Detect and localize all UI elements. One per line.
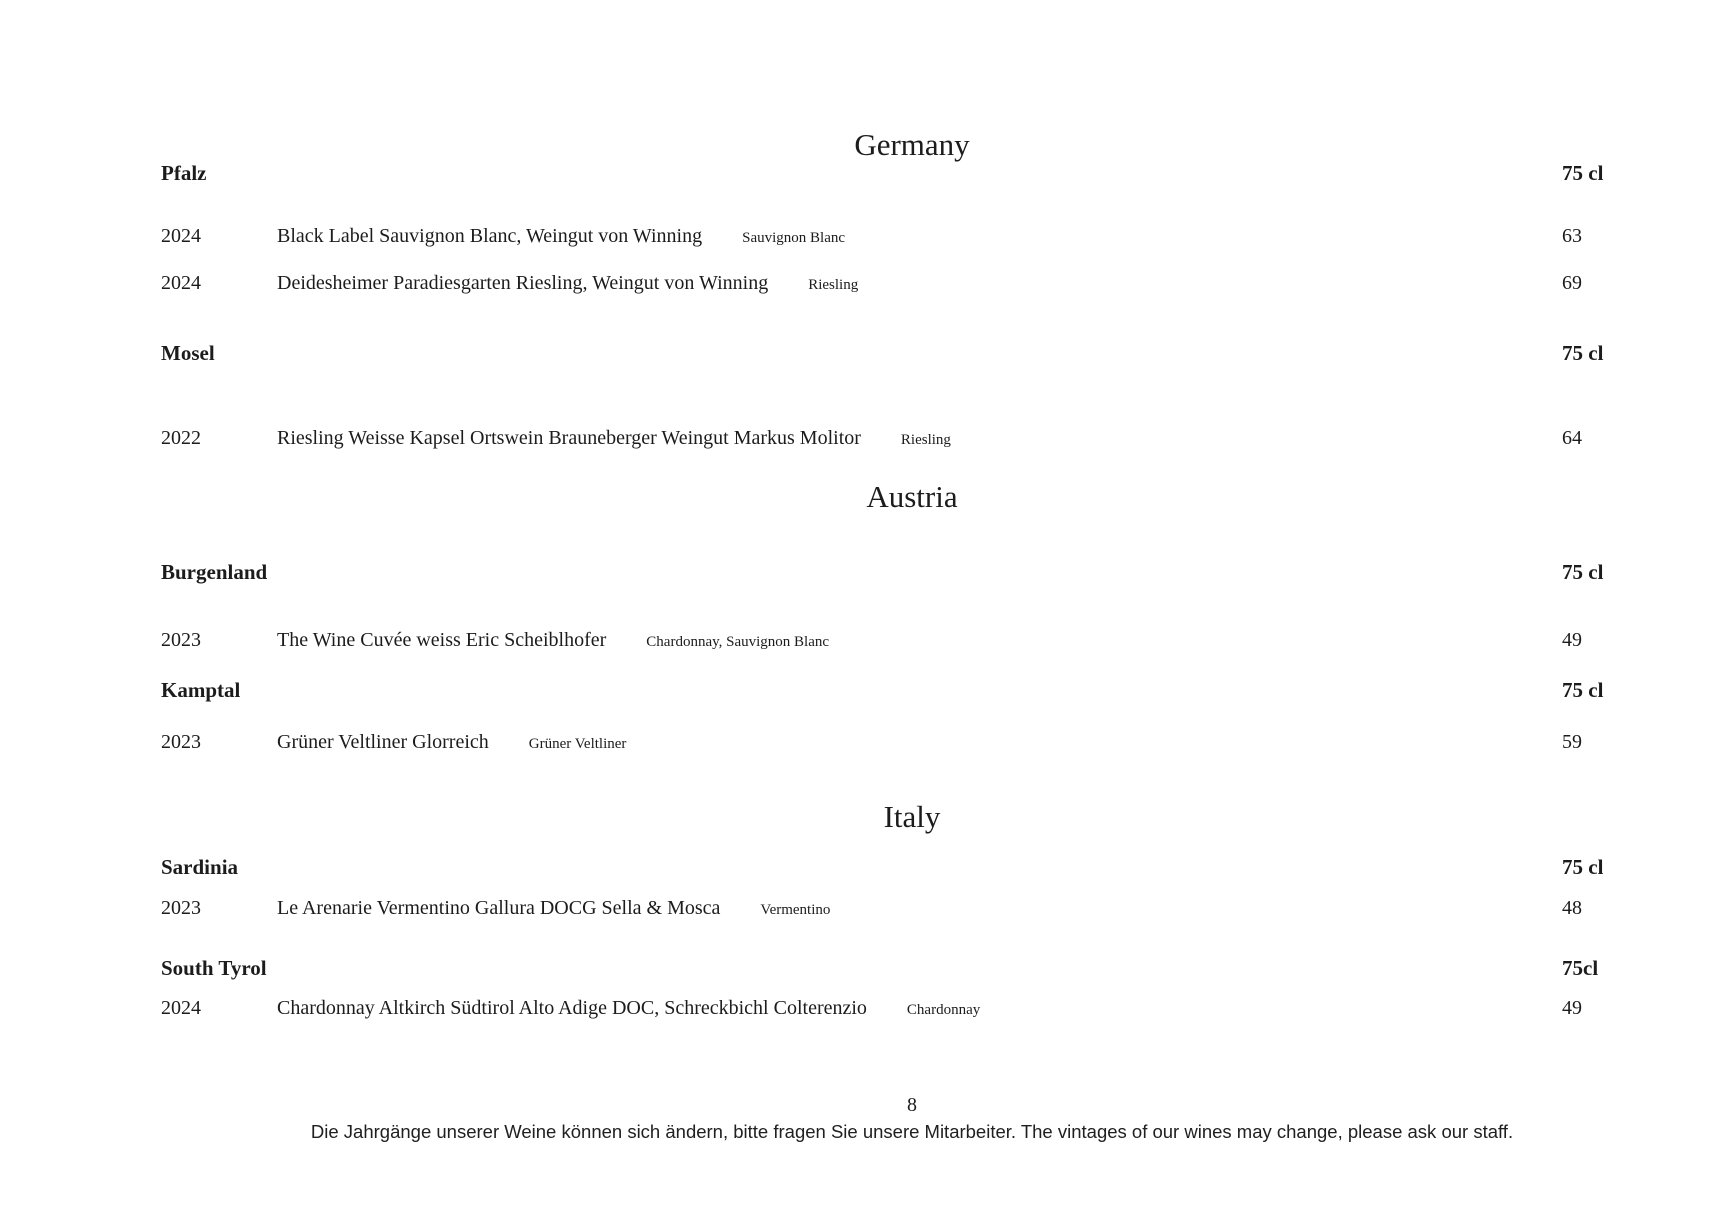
bottle-size-label: 75 cl xyxy=(1562,678,1604,702)
wine-grape: Riesling xyxy=(900,432,951,448)
country-heading-austria: Austria xyxy=(866,479,958,514)
region-header-burgenland xyxy=(0,558,1723,586)
wine-name-group xyxy=(277,729,626,757)
footer-notice: Die Jahrgänge unserer Weine können sich ändern, bitte fragen Sie unsere Mitarbeiter. The vintages of our wines may change, please ask our staff. xyxy=(310,1121,1514,1142)
wine-name: Deidesheimer Paradiesgarten Riesling, Weingut von Winning xyxy=(277,272,769,294)
region-name: Sardinia xyxy=(161,855,239,879)
wine-name: Black Label Sauvignon Blanc, Weingut von Winning xyxy=(277,225,703,247)
bottle-size-label: 75 cl xyxy=(1562,341,1604,365)
bottle-size-label: 75 cl xyxy=(1562,560,1604,584)
wine-year: 2023 xyxy=(161,897,201,919)
wine-year: 2023 xyxy=(161,629,201,651)
wine-row xyxy=(0,895,1723,921)
wine-year: 2022 xyxy=(161,427,201,449)
wine-name-group xyxy=(277,270,858,298)
wine-price: 49 xyxy=(1562,997,1582,1019)
region-header-kamptal xyxy=(0,676,1723,704)
wine-year: 2024 xyxy=(161,272,201,294)
region-name: Burgenland xyxy=(161,560,268,584)
bottle-size-label: 75 cl xyxy=(1562,161,1604,185)
wine-name-group xyxy=(277,995,980,1023)
region-name: Pfalz xyxy=(161,161,207,185)
wine-row xyxy=(0,270,1723,296)
wine-price: 59 xyxy=(1562,731,1582,753)
region-header-mosel xyxy=(0,339,1723,367)
region-name: Mosel xyxy=(161,341,215,365)
wine-grape: Chardonnay, Sauvignon Blanc xyxy=(646,634,830,650)
wine-grape: Riesling xyxy=(808,277,859,293)
wine-price: 49 xyxy=(1562,629,1582,651)
wine-price: 69 xyxy=(1562,272,1582,294)
wine-grape: Chardonnay xyxy=(906,1002,981,1018)
bottle-size-label: 75cl xyxy=(1562,956,1599,980)
wine-row xyxy=(0,425,1723,451)
wine-name-group xyxy=(277,425,951,453)
wine-name-group xyxy=(277,627,829,655)
wine-name: Riesling Weisse Kapsel Ortswein Brauneberger Weingut Markus Molitor xyxy=(277,427,861,449)
region-header-pfalz xyxy=(0,159,1723,187)
wine-name: Chardonnay Altkirch Südtirol Alto Adige DOC, Schreckbichl Colterenzio xyxy=(277,997,867,1019)
region-header-sardinia xyxy=(0,853,1723,881)
wine-name-group xyxy=(277,895,830,923)
country-heading-italy: Italy xyxy=(883,799,941,834)
wine-year: 2024 xyxy=(161,997,201,1019)
wine-row xyxy=(0,729,1723,755)
wine-name: Grüner Veltliner Glorreich xyxy=(277,731,489,753)
wine-row xyxy=(0,995,1723,1021)
region-name: Kamptal xyxy=(161,678,241,702)
wine-name-group xyxy=(277,223,845,251)
wine-grape: Sauvignon Blanc xyxy=(742,230,846,246)
region-name: South Tyrol xyxy=(161,956,267,980)
wine-grape: Vermentino xyxy=(760,902,831,918)
wine-row xyxy=(0,627,1723,653)
wine-year: 2024 xyxy=(161,225,201,247)
country-heading-germany: Germany xyxy=(854,127,970,162)
wine-name: The Wine Cuvée weiss Eric Scheiblhofer xyxy=(277,629,607,651)
wine-year: 2023 xyxy=(161,731,201,753)
wine-price: 63 xyxy=(1562,225,1582,247)
bottle-size-label: 75 cl xyxy=(1562,855,1604,879)
wine-price: 64 xyxy=(1562,427,1582,449)
wine-row xyxy=(0,223,1723,249)
wine-price: 48 xyxy=(1562,897,1582,919)
region-header-south-tyrol xyxy=(0,954,1723,982)
wine-grape: Grüner Veltliner xyxy=(528,736,627,752)
page-number: 8 xyxy=(907,1094,917,1116)
wine-name: Le Arenarie Vermentino Gallura DOCG Sella & Mosca xyxy=(277,897,721,919)
